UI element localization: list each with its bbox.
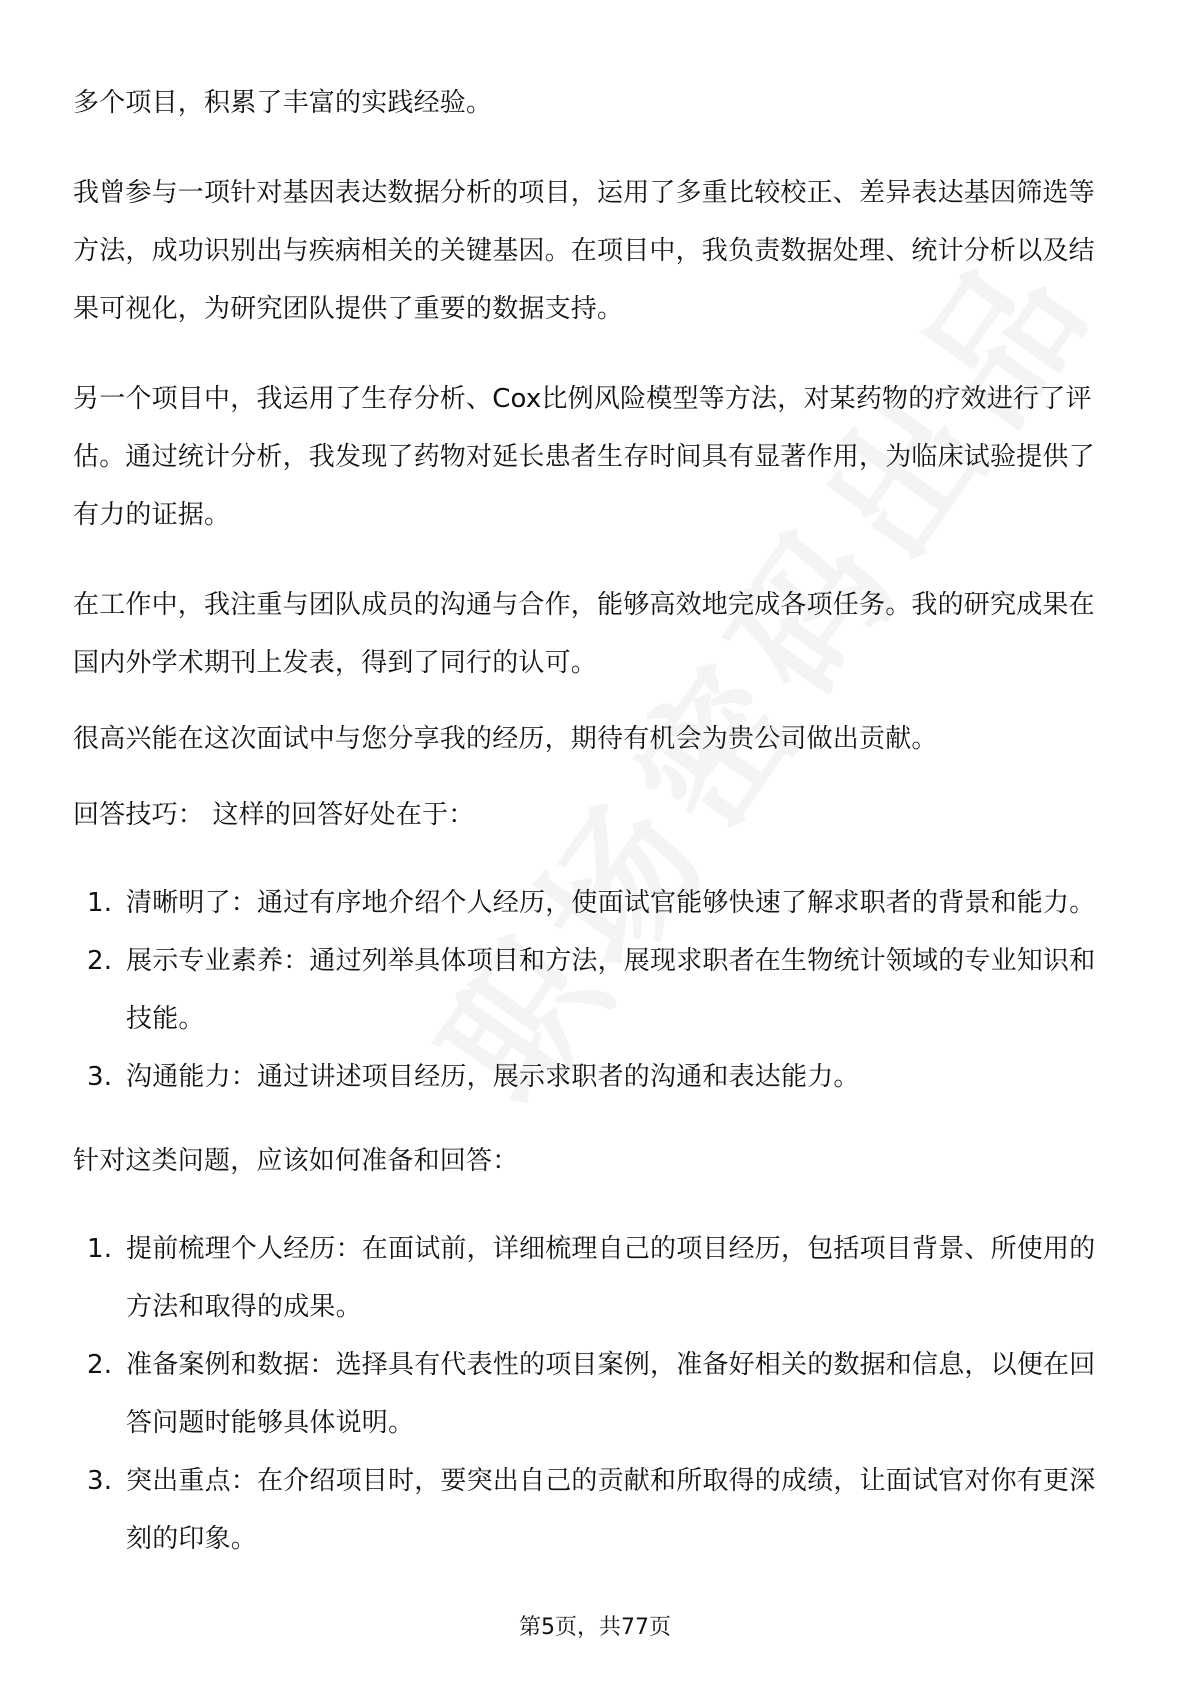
page-number: 第5页，共77页 xyxy=(519,1615,671,1640)
list-number: 1. xyxy=(87,888,113,918)
list-item xyxy=(73,1220,1118,1336)
prep-heading: 针对这类问题，应该如何准备和回答： xyxy=(73,1146,519,1176)
paragraph-project-survival-analysis: 另一个项目中，我运用了生存分析、Cox比例风险模型等方法，对某药物的疗效进行了评估。通过统计分析，我发现了药物对延长患者生存时间具有显著作用，为临床试验提供了有力的证据。 xyxy=(73,384,1095,530)
page-content xyxy=(73,74,1118,1568)
paragraph-closing: 很高兴能在这次面试中与您分享我的经历，期待有机会为贵公司做出贡献。 xyxy=(73,724,938,754)
list-number: 2. xyxy=(87,946,113,976)
list-text: 准备案例和数据：选择具有代表性的项目案例，准备好相关的数据和信息，以便在回答问题时能够具体说明。 xyxy=(126,1350,1096,1438)
list-number: 3. xyxy=(87,1466,113,1496)
list-text: 突出重点：在介绍项目时，要突出自己的贡献和所取得的成绩，让面试官对你有更深刻的印象。 xyxy=(126,1466,1096,1554)
list-item xyxy=(73,1048,1118,1106)
list-item xyxy=(73,932,1118,1048)
list-text: 沟通能力：通过讲述项目经历，展示求职者的沟通和表达能力。 xyxy=(126,1062,860,1092)
list-item xyxy=(73,1452,1118,1568)
tips-heading: 回答技巧： 这样的回答好处在于： xyxy=(73,800,475,830)
paragraph-teamwork: 在工作中，我注重与团队成员的沟通与合作，能够高效地完成各项任务。我的研究成果在国内外学术期刊上发表，得到了同行的认可。 xyxy=(73,590,1095,678)
list-item xyxy=(73,1336,1118,1452)
prep-list xyxy=(73,1220,1118,1568)
list-text: 清晰明了：通过有序地介绍个人经历，使面试官能够快速了解求职者的背景和能力。 xyxy=(126,888,1096,918)
list-number: 3. xyxy=(87,1062,113,1092)
list-text: 提前梳理个人经历：在面试前，详细梳理自己的项目经历，包括项目背景、所使用的方法和取得的成果。 xyxy=(126,1234,1096,1322)
list-number: 1. xyxy=(87,1234,113,1264)
list-text: 展示专业素养：通过列举具体项目和方法，展现求职者在生物统计领域的专业知识和技能。 xyxy=(126,946,1096,1034)
tips-list xyxy=(73,874,1118,1106)
list-item xyxy=(73,874,1118,932)
paragraph-project-gene-expression: 我曾参与一项针对基因表达数据分析的项目，运用了多重比较校正、差异表达基因筛选等方法，成功识别出与疾病相关的关键基因。在项目中，我负责数据处理、统计分析以及结果可视化，为研究团队提供了重要的数据支持。 xyxy=(73,178,1095,324)
list-number: 2. xyxy=(87,1350,113,1380)
paragraph-intro-end: 多个项目，积累了丰富的实践经验。 xyxy=(73,88,493,118)
